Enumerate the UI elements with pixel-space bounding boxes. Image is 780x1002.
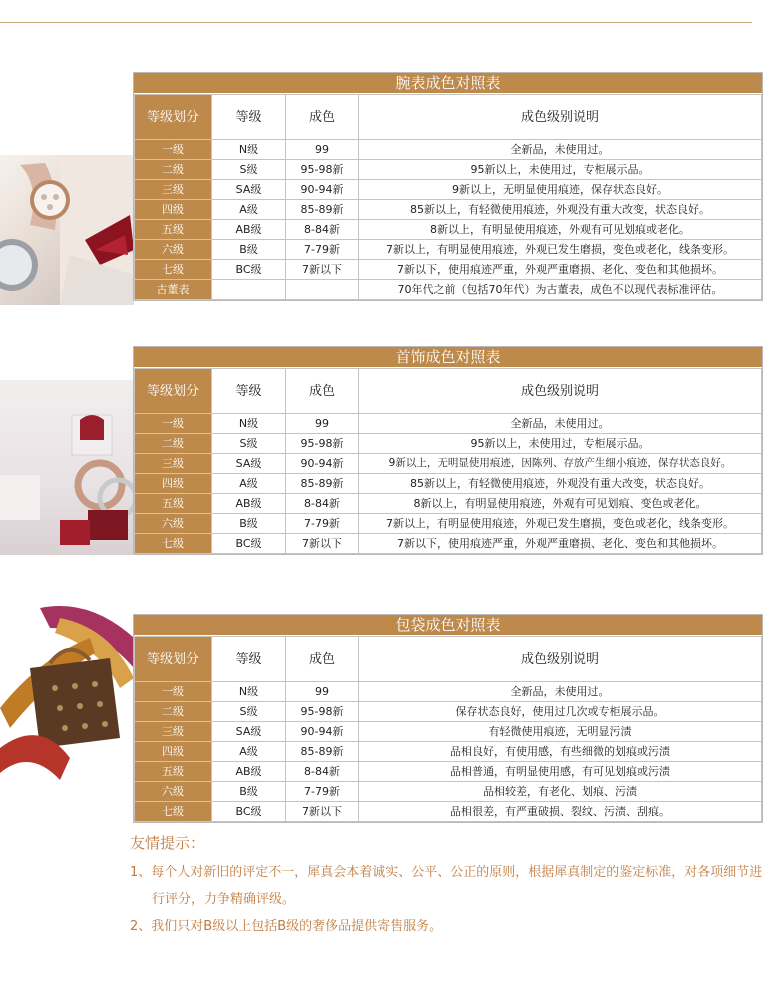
top-divider (0, 22, 752, 23)
table-row (135, 682, 762, 702)
header-condition: 成色 (286, 95, 359, 140)
header-description: 成色级别说明 (359, 95, 762, 140)
cell-description: 9新以上，无明显使用痕迹，保存状态良好。 (359, 180, 762, 200)
table-row (135, 762, 762, 782)
cell-condition: 85-89新 (286, 742, 359, 762)
table-title: 包袋成色对照表 (134, 615, 762, 636)
header-grade-class: 等级划分 (135, 95, 212, 140)
cell-description: 保存状态良好，使用过几次或专柜展示品。 (359, 702, 762, 722)
cell-condition: 90-94新 (286, 180, 359, 200)
cell-condition: 8-84新 (286, 220, 359, 240)
cell-description: 8新以上，有明显使用痕迹，外观有可见划痕或老化。 (359, 220, 762, 240)
cell-description: 85新以上，有轻微使用痕迹，外观没有重大改变，状态良好。 (359, 200, 762, 220)
cell-grade: B级 (212, 514, 286, 534)
cell-condition: 7新以下 (286, 260, 359, 280)
cell-grade: AB级 (212, 762, 286, 782)
cell-class: 六级 (135, 514, 212, 534)
cell-grade: B级 (212, 782, 286, 802)
cell-class: 五级 (135, 762, 212, 782)
header-row (135, 95, 762, 140)
cell-condition: 99 (286, 140, 359, 160)
cell-grade: AB级 (212, 220, 286, 240)
table-row (135, 180, 762, 200)
cell-grade: BC级 (212, 534, 286, 554)
table-row (135, 782, 762, 802)
table-row (135, 702, 762, 722)
cell-grade: A级 (212, 474, 286, 494)
cell-condition: 8-84新 (286, 494, 359, 514)
table-row (135, 454, 762, 474)
table-row (135, 280, 762, 300)
cell-description: 品相较差，有老化、划痕、污渍 (359, 782, 762, 802)
cell-description: 7新以下，使用痕迹严重，外观严重磨损、老化、变色和其他损坏。 (359, 534, 762, 554)
cell-class: 六级 (135, 782, 212, 802)
watch-photo (0, 155, 134, 305)
cell-condition: 99 (286, 682, 359, 702)
cell-description: 95新以上，未使用过，专柜展示品。 (359, 160, 762, 180)
cell-grade: SA级 (212, 722, 286, 742)
cell-description: 70年代之前（包括70年代）为古董表，成色不以现代表标准评估。 (359, 280, 762, 300)
cell-description: 品相很差，有严重破损、裂纹、污渍、刮痕。 (359, 802, 762, 822)
table-row (135, 494, 762, 514)
cell-class: 七级 (135, 534, 212, 554)
cell-class: 四级 (135, 200, 212, 220)
table-row (135, 220, 762, 240)
cell-description: 95新以上，未使用过，专柜展示品。 (359, 434, 762, 454)
table-title: 首饰成色对照表 (134, 347, 762, 368)
cell-grade: S级 (212, 434, 286, 454)
cell-condition: 7-79新 (286, 782, 359, 802)
cell-description: 9新以上，无明显使用痕迹，因陈列、存放产生细小痕迹，保存状态良好。 (359, 454, 762, 474)
table-row (135, 240, 762, 260)
cell-description: 全新品，未使用过。 (359, 682, 762, 702)
cell-description: 品相良好，有使用感，有些细微的划痕或污渍 (359, 742, 762, 762)
cell-grade: A级 (212, 742, 286, 762)
cell-condition: 90-94新 (286, 722, 359, 742)
cell-condition (286, 280, 359, 300)
cell-class: 一级 (135, 140, 212, 160)
table-row (135, 434, 762, 454)
cell-grade: N级 (212, 140, 286, 160)
cell-class: 四级 (135, 742, 212, 762)
table-row (135, 474, 762, 494)
table-row (135, 534, 762, 554)
cell-condition: 99 (286, 414, 359, 434)
header-grade-class: 等级划分 (135, 369, 212, 414)
header-grade: 等级 (212, 369, 286, 414)
cell-grade: N级 (212, 682, 286, 702)
cell-class: 三级 (135, 722, 212, 742)
cell-grade: AB级 (212, 494, 286, 514)
cell-class: 三级 (135, 454, 212, 474)
cell-description: 8新以上，有明显使用痕迹，外观有可见划痕、变色或老化。 (359, 494, 762, 514)
cell-class: 七级 (135, 802, 212, 822)
cell-grade: B级 (212, 240, 286, 260)
cell-class: 二级 (135, 434, 212, 454)
cell-class: 二级 (135, 160, 212, 180)
cell-class: 二级 (135, 702, 212, 722)
cell-description: 7新以下，使用痕迹严重，外观严重磨损、老化、变色和其他损坏。 (359, 260, 762, 280)
cell-grade: A级 (212, 200, 286, 220)
table-row (135, 260, 762, 280)
header-description: 成色级别说明 (359, 369, 762, 414)
table-row (135, 200, 762, 220)
cell-class: 古董表 (135, 280, 212, 300)
cell-description: 7新以上，有明显使用痕迹，外观已发生磨损，变色或老化，线条变形。 (359, 240, 762, 260)
cell-grade: N级 (212, 414, 286, 434)
header-grade: 等级 (212, 637, 286, 682)
cell-description: 85新以上，有轻微使用痕迹，外观没有重大改变，状态良好。 (359, 474, 762, 494)
cell-description: 7新以上，有明显使用痕迹，外观已发生磨损，变色或老化，线条变形。 (359, 514, 762, 534)
jewelry-condition-table (133, 346, 763, 555)
cell-class: 一级 (135, 414, 212, 434)
watch-condition-table (133, 72, 763, 301)
tip-item: 2、我们只对B级以上包括B级的奢侈品提供寄售服务。 (130, 919, 443, 934)
table-row (135, 722, 762, 742)
cell-condition: 7新以下 (286, 802, 359, 822)
cell-condition: 90-94新 (286, 454, 359, 474)
cell-grade: SA级 (212, 180, 286, 200)
header-condition: 成色 (286, 369, 359, 414)
friendly-tips (130, 832, 770, 940)
header-row (135, 369, 762, 414)
header-row (135, 637, 762, 682)
table-row (135, 160, 762, 180)
table-row (135, 140, 762, 160)
cell-grade: BC级 (212, 260, 286, 280)
cell-description: 品相普通，有明显使用感，有可见划痕或污渍 (359, 762, 762, 782)
cell-grade (212, 280, 286, 300)
bag-condition-table (133, 614, 763, 823)
cell-condition: 7-79新 (286, 514, 359, 534)
cell-class: 七级 (135, 260, 212, 280)
cell-description: 全新品，未使用过。 (359, 140, 762, 160)
cell-description: 全新品，未使用过。 (359, 414, 762, 434)
header-description: 成色级别说明 (359, 637, 762, 682)
cell-condition: 8-84新 (286, 762, 359, 782)
cell-condition: 95-98新 (286, 160, 359, 180)
header-grade-class: 等级划分 (135, 637, 212, 682)
tip-item: 1、每个人对新旧的评定不一，犀真会本着诚实、公平、公正的原则，根据犀真制定的鉴定标准，对各项细节进行评分，力争精确评级。 (130, 865, 763, 907)
cell-condition: 7新以下 (286, 534, 359, 554)
jewelry-photo (0, 380, 134, 555)
cell-class: 一级 (135, 682, 212, 702)
cell-condition: 95-98新 (286, 434, 359, 454)
cell-condition: 7-79新 (286, 240, 359, 260)
tips-title: 友情提示： (130, 834, 206, 852)
table-row (135, 742, 762, 762)
table-title: 腕表成色对照表 (134, 73, 762, 94)
cell-class: 三级 (135, 180, 212, 200)
table-row (135, 414, 762, 434)
table-row (135, 802, 762, 822)
bag-photo (0, 598, 134, 780)
cell-class: 五级 (135, 494, 212, 514)
cell-class: 四级 (135, 474, 212, 494)
header-condition: 成色 (286, 637, 359, 682)
cell-condition: 85-89新 (286, 474, 359, 494)
cell-condition: 85-89新 (286, 200, 359, 220)
header-grade: 等级 (212, 95, 286, 140)
cell-grade: BC级 (212, 802, 286, 822)
cell-grade: S级 (212, 160, 286, 180)
cell-grade: SA级 (212, 454, 286, 474)
table-row (135, 514, 762, 534)
cell-class: 五级 (135, 220, 212, 240)
cell-class: 六级 (135, 240, 212, 260)
cell-condition: 95-98新 (286, 702, 359, 722)
cell-grade: S级 (212, 702, 286, 722)
cell-description: 有轻微使用痕迹，无明显污渍 (359, 722, 762, 742)
